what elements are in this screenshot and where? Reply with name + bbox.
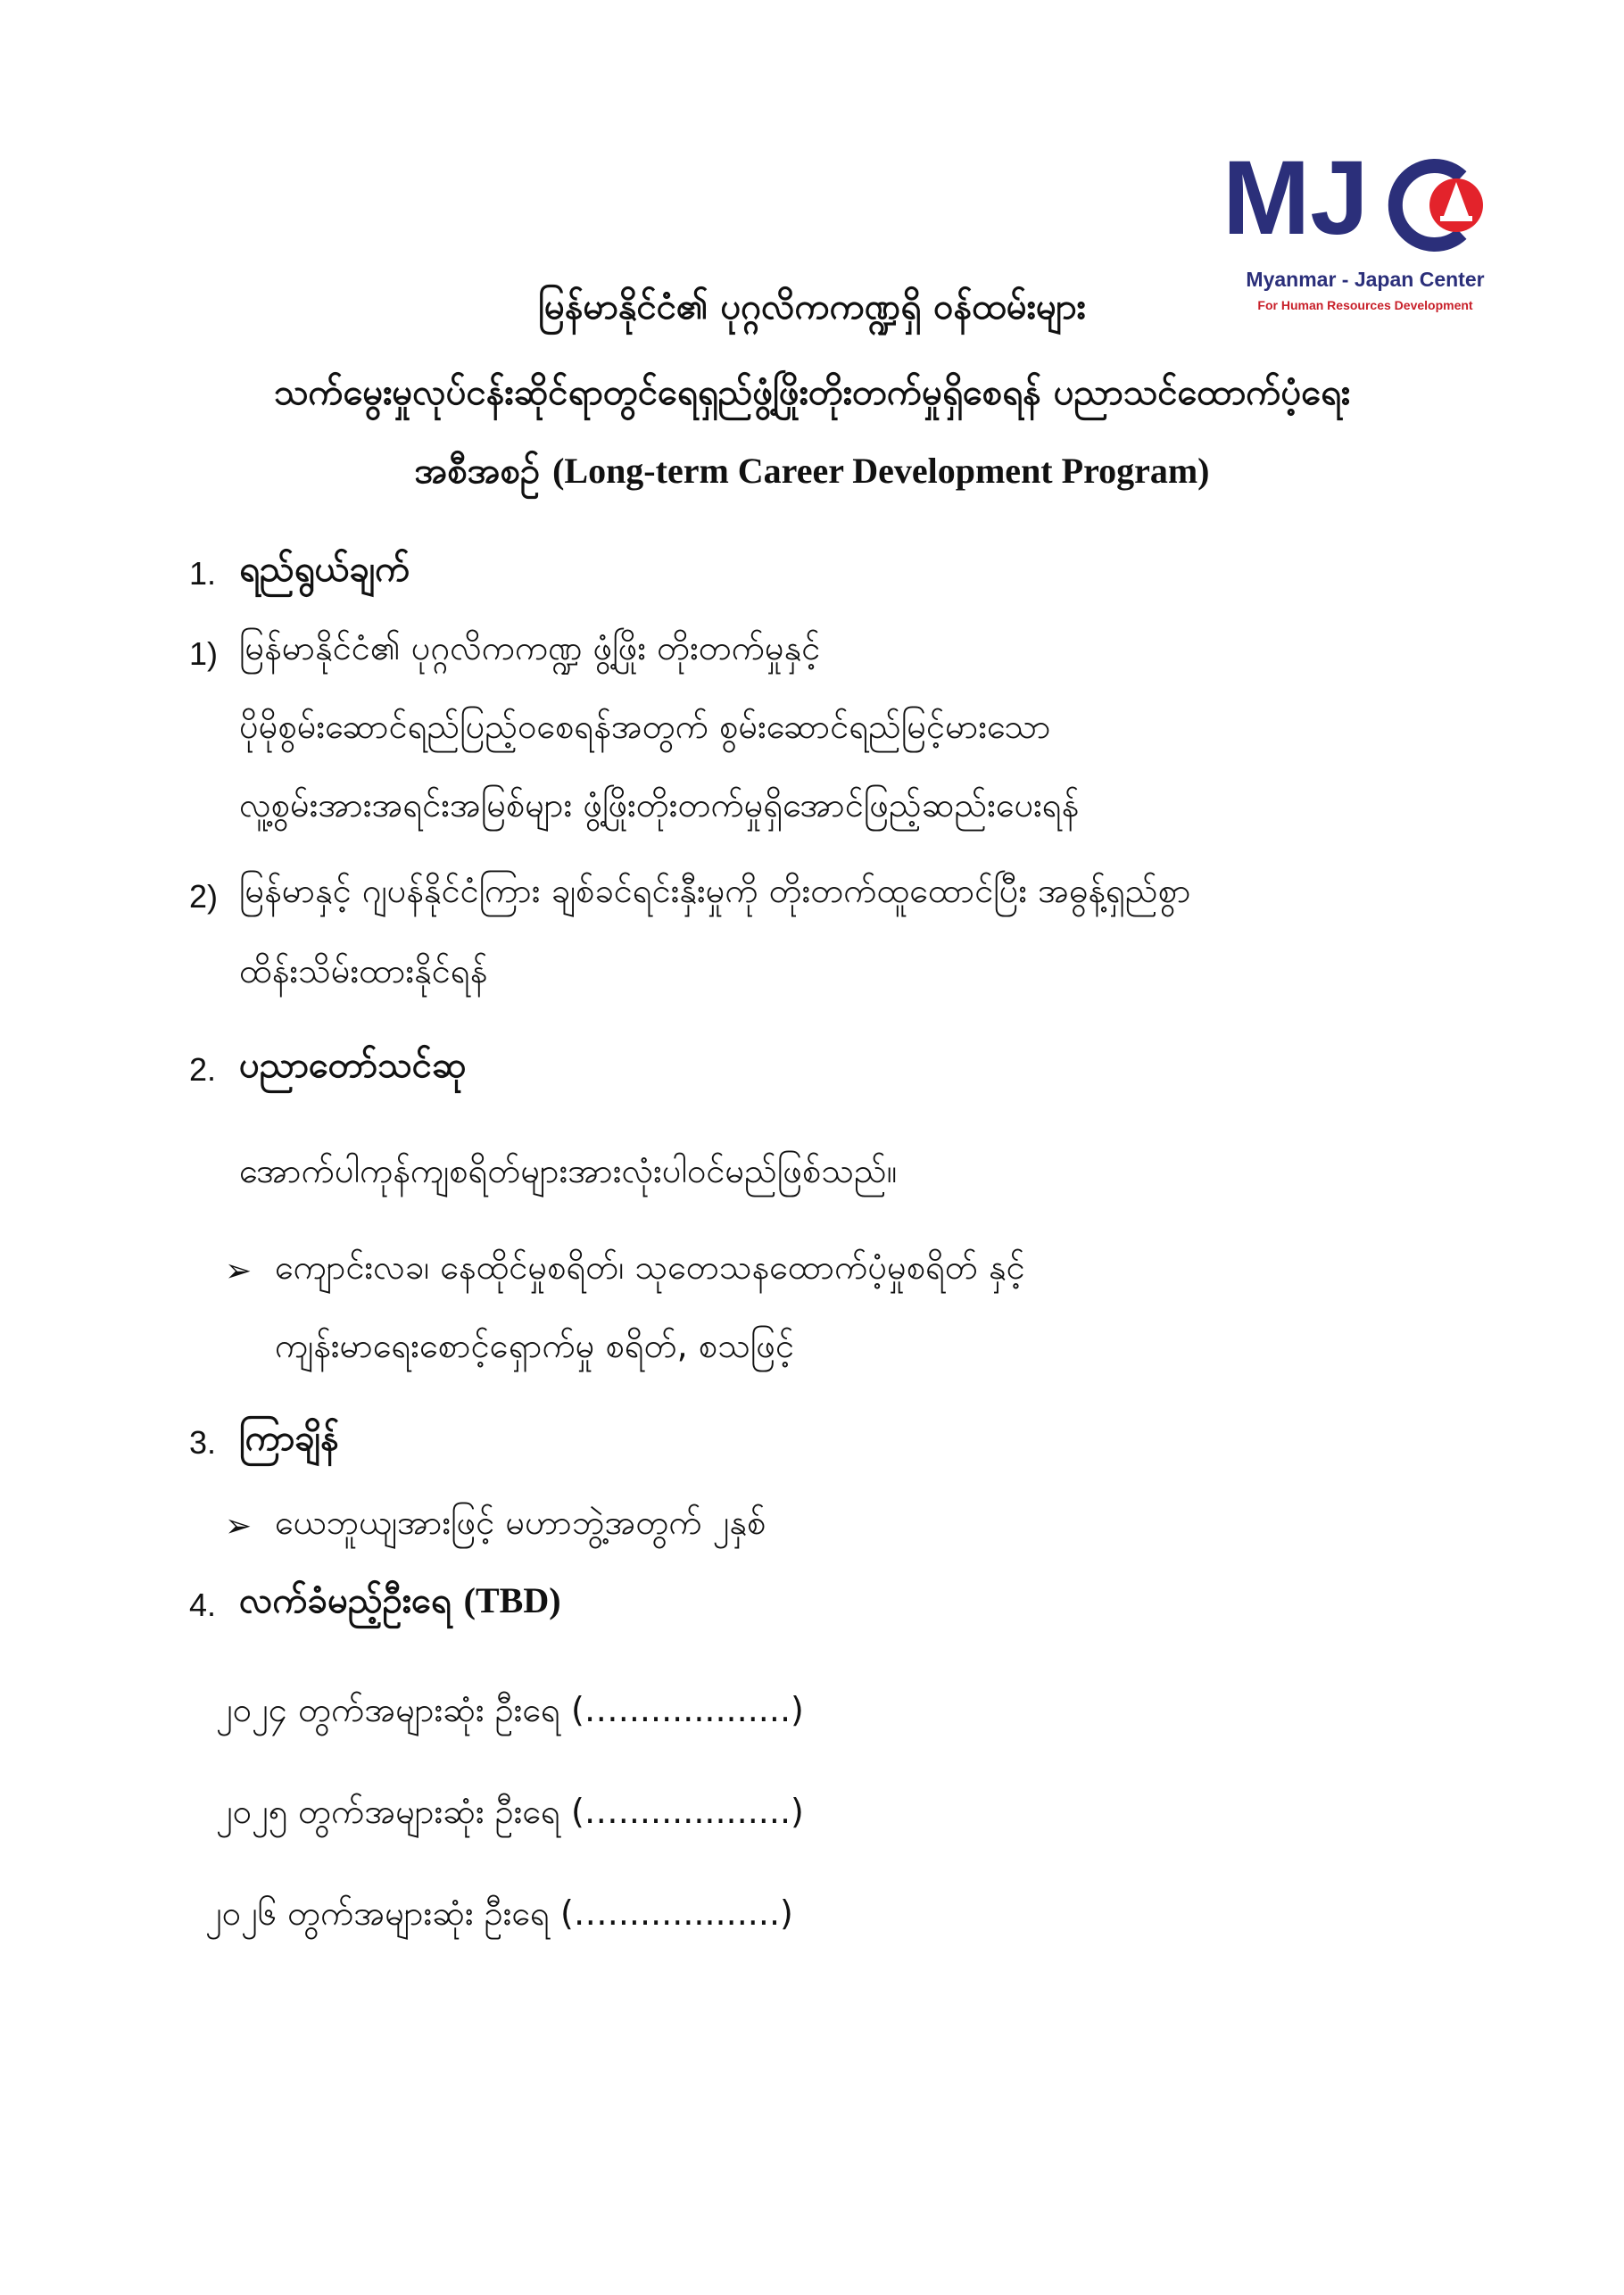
bullet-arrow-icon: ➢ (225, 1253, 253, 1289)
quota-row-2025: ၂၀၂၅ တွက်အများဆုံး ဦးရေ (…................) (216, 1792, 804, 1831)
item-2-number: 2) (189, 878, 219, 915)
section-3-number: 3. (189, 1424, 217, 1461)
section-2-bullet-line-1: ကျောင်းလခ၊ နေထိုင်မှုစရိတ်၊ သုတေသနထောက်ပံ့မှုစရိတ် နှင့် (275, 1247, 1025, 1287)
item-1-line-1: မြန်မာနိုင်ငံ၏ ပုဂ္ဂလိကကဏ္ဍ ဖွံ့ဖြိုး တိုးတက်မှုနှင့် (239, 628, 821, 667)
logo-org-name: Myanmar - Japan Center (1246, 268, 1485, 291)
section-2-bullet-line-2: ကျန်းမာရေးစောင့်ရှောက်မှု စရိတ်, စသဖြင့် (275, 1326, 795, 1365)
section-3-heading: ကြာချိန် (239, 1418, 339, 1459)
title-line-3 (0, 448, 1624, 501)
section-4-heading-en: (TBD) (463, 1580, 561, 1620)
section-4-number: 4. (189, 1587, 217, 1623)
title-line-1: မြန်မာနိုင်ငံ၏ ပုဂ္ဂလိကကဏ္ဍရှိ ဝန်ထမ်းများ (538, 286, 1086, 327)
bullet-arrow-icon: ➢ (225, 1508, 253, 1545)
section-2-number: 2. (189, 1051, 217, 1088)
section-4-heading (239, 1578, 561, 1630)
title-line-3-my: အစီအစဉ် (414, 451, 541, 492)
quota-row-2026: ၂၀၂၆ တွက်အများဆုံး ဦးရေ (…................) (205, 1893, 793, 1933)
item-2-line-1: မြန်မာနှင့် ဂျပန်နိုင်ငံကြား ချစ်ခင်ရင်းနှီးမှုကို တိုးတက်ထူထောင်ပြီး အဓွန့်ရှည်စွာ (239, 871, 1191, 910)
section-1-heading: ရည်ရွယ်ချက် (239, 549, 410, 590)
section-4-heading-my: လက်ခံမည့်ဦးရေ (239, 1580, 452, 1621)
item-1-number: 1) (189, 635, 219, 672)
section-2-intro: အောက်ပါကုန်ကျစရိတ်များအားလုံးပါဝင်မည်ဖြစ်သည်။ (239, 1151, 898, 1190)
item-2-line-2: ထိန်းသိမ်းထားနိုင်ရန် (239, 951, 488, 990)
quota-row-2024: ၂၀၂၄ တွက်အများဆုံး ဦးရေ (…................) (216, 1690, 804, 1729)
section-3-bullet-line-1: ယေဘူယျအားဖြင့် မဟာဘွဲ့အတွက် ၂နှစ် (275, 1503, 766, 1542)
mjc-logo-mark (1222, 134, 1508, 268)
logo-mark-letters: MJ (1222, 139, 1369, 257)
logo-org-subtitle: For Human Resources Development (1257, 298, 1473, 312)
pagoda-base-icon (1440, 216, 1472, 221)
section-1-number: 1. (189, 555, 217, 592)
item-1-line-2: ပိုမိုစွမ်းဆောင်ရည်ပြည့်ဝစေရန်အတွက် စွမ်းဆောင်ရည်မြင့်မားသော (239, 707, 1051, 746)
section-2-heading: ပညာတော်သင်ဆု (239, 1045, 467, 1086)
title-line-2: သက်မွေးမှုလုပ်ငန်းဆိုင်ရာတွင်ရေရှည်ဖွံ့ဖြိုးတိုးတက်မှုရှိစေရန် ပညာသင်ထောက်ပံ့ရေး (273, 372, 1351, 413)
item-1-line-3: လူ့စွမ်းအားအရင်းအမြစ်များ ဖွံ့ဖြိုးတိုးတက်မှုရှိအောင်ဖြည့်ဆည်းပေးရန် (239, 785, 1080, 824)
title-line-3-en: (Long-term Career Development Program) (552, 451, 1210, 491)
